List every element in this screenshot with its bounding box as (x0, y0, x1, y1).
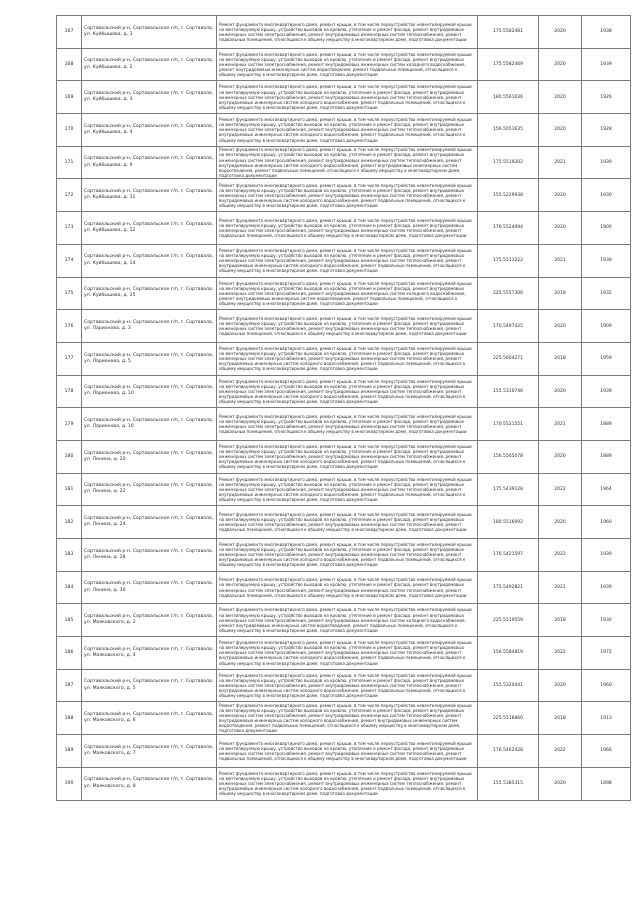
build-year-cell: 1939 (582, 539, 631, 572)
table-row (57, 506, 631, 539)
work-types-text: Ремонт фундамента многоквартирного дома, ремонт крыши, в том числе переустройство невентилируемой крыши на вентилируемую крышу, устройство выходов на кровлю, утепление и ремонт фасада, ремонт внутридомовых инженерных систем электроснабжения, ремонт внутридомовых инженерных систем теплоснабжения, ремонт подвальных помещений, относящихся к общему имуществу в многоквартирном доме, подготовка документации (219, 217, 472, 239)
registry-number-cell: 170.5521551 (478, 408, 539, 441)
work-types-cell (217, 342, 478, 375)
address-cell: Сортавальский р-н, Сортавальское г/п, г. Сортавала, ул. Ларионова, д. 16 (82, 408, 217, 441)
build-year-cell: 1938 (582, 244, 631, 277)
work-types-text: Ремонт фундамента многоквартирного дома, ремонт крыши, в том числе переустройство невентилируемой крыши на вентилируемую крышу, устройство выходов на кровлю, утепление и ремонт фасада, ремонт внутридомовых инженерных систем электроснабжения, ремонт внутридомовых инженерных систем теплоснабжения, ремонт подвальных помещений, относящихся к общему имуществу в многоквартирном доме, подготовка документации (219, 21, 472, 42)
build-year-cell: 1938 (582, 16, 631, 49)
address-cell: Сортавальский р-н, Сортавальское г/п, г. Сортавала, ул. Ленина, д. 30 (82, 571, 217, 604)
work-types-text: Ремонт фундамента многоквартирного дома, ремонт крыши, в том числе переустройство невентилируемой крыши на вентилируемую крышу, устройство выходов на кровлю, утепление и ремонт фасада, ремонт внутридомовых инженерных систем электроснабжения, ремонт внутридомовых инженерных систем теплоснабжения, ремонт внутридомовых инженерных систем холодного водоснабжения, ремонт внутридомовых инженерных систем водоотведения, ремонт подвальных помещений, относящихся к общему имуществу в многоквартирном доме, подготовка документации (219, 703, 472, 734)
build-year-cell: 1960 (582, 669, 631, 702)
table-row (57, 375, 631, 408)
work-types-cell (217, 669, 478, 702)
address-cell: Сортавальский р-н, Сортавальское г/п, г. Сортавала, ул. Ленина, д. 28 (82, 539, 217, 572)
build-year-cell: 1928 (582, 114, 631, 147)
registry-number-cell: 155.5229938 (478, 179, 539, 212)
row-number-cell: 178 (57, 375, 82, 408)
build-year-cell: 1939 (582, 375, 631, 408)
table-row (57, 408, 631, 441)
registry-number-cell: 155.5320441 (478, 669, 539, 702)
registry-number-cell: 225.5604271 (478, 342, 539, 375)
registry-number-cell: 225.5519559 (478, 604, 539, 637)
repair-year-cell: 2022 (539, 735, 582, 768)
row-number-cell: 183 (57, 539, 82, 572)
row-number-cell: 179 (57, 408, 82, 441)
build-year-cell: 1959 (582, 342, 631, 375)
registry-number-cell: 175.5492821 (478, 571, 539, 604)
address-cell: Сортавальский р-н, Сортавальское г/п, г. Сортавала, ул. Ленина, д. 22 (82, 473, 217, 506)
repair-year-cell: 2018 (539, 604, 582, 637)
work-types-text: Ремонт фундамента многоквартирного дома, ремонт крыши, в том числе переустройство невентилируемой крыши на вентилируемую крышу, устройство выходов на кровлю, утепление и ремонт фасада, ремонт внутридомовых инженерных систем электроснабжения, ремонт внутридомовых инженерных систем теплоснабжения, ремонт подвальных помещений, относящихся к общему имуществу в многоквартирном доме, подготовка документации (219, 740, 472, 762)
work-types-cell (217, 408, 478, 441)
build-year-cell: 1930 (582, 604, 631, 637)
row-number-cell: 169 (57, 81, 82, 114)
table-row (57, 473, 631, 506)
table-row (57, 702, 631, 735)
work-types-cell (217, 48, 478, 81)
work-types-text: Ремонт фундамента многоквартирного дома, ремонт крыши, в том числе переустройство невентилируемой крыши на вентилируемую крышу, устройство выходов на кровлю, утепление и ремонт фасада, ремонт внутридомовых инженерных систем электроснабжения, ремонт внутридомовых инженерных систем теплоснабжения, ремонт внутридомовых инженерных систем холодного водоснабжения, ремонт подвальных помещений, относящихся к общему имуществу в многоквартирном доме, подготовка документации (219, 378, 472, 405)
repair-year-cell: 2020 (539, 114, 582, 147)
repair-year-cell: 2018 (539, 342, 582, 375)
build-year-cell: 1900 (582, 212, 631, 245)
registry-number-cell: 176.5462428 (478, 735, 539, 768)
work-types-cell (217, 571, 478, 604)
build-year-cell: 1930 (582, 179, 631, 212)
repair-year-cell: 2020 (539, 179, 582, 212)
row-number-cell: 185 (57, 604, 82, 637)
table-row (57, 114, 631, 147)
row-number-cell: 168 (57, 48, 82, 81)
build-year-cell: 1909 (582, 310, 631, 343)
table-row (57, 16, 631, 49)
build-year-cell: 1964 (582, 473, 631, 506)
table-row (57, 604, 631, 637)
work-types-text: Ремонт фундамента многоквартирного дома, ремонт крыши, в том числе переустройство невентилируемой крыши на вентилируемую крышу, устройство выходов на кровлю, утепление и ремонт фасада, ремонт внутридомовых инженерных систем электроснабжения, ремонт внутридомовых инженерных систем теплоснабжения, ремонт внутридомовых инженерных систем холодного водоснабжения, ремонт подвальных помещений, относящихся к общему имуществу в многоквартирном доме, подготовка документации (219, 476, 472, 503)
address-cell: Сортавальский р-н, Сортавальское г/п, г. Сортавала, ул. Маяковского, д. 5 (82, 669, 217, 702)
work-types-text: Ремонт фундамента многоквартирного дома, ремонт крыши, в том числе переустройство невентилируемой крыши на вентилируемую крышу, устройство выходов на кровлю, утепление и ремонт фасада, ремонт внутридомовых инженерных систем электроснабжения, ремонт внутридомовых инженерных систем теплоснабжения, ремонт внутридомовых инженерных систем холодного водоснабжения, ремонт подвальных помещений, относящихся к общему имуществу в многоквартирном доме, подготовка документации (219, 542, 472, 568)
registry-number-cell: 176.5524094 (478, 212, 539, 245)
table-row (57, 310, 631, 343)
repair-year-cell: 2021 (539, 244, 582, 277)
work-types-text: Ремонт фундамента многоквартирного дома, ремонт крыши, в том числе переустройство невентилируемой крыши на вентилируемую крышу, устройство выходов на кровлю, утепление и ремонт фасада, ремонт внутридомовых инженерных систем электроснабжения, ремонт внутридомовых инженерных систем теплоснабжения, ремонт подвальных помещений, относящихся к общему имуществу в многоквартирном доме, подготовка документации (219, 577, 472, 598)
table-row (57, 277, 631, 310)
table-row (57, 48, 631, 81)
row-number-cell: 176 (57, 310, 82, 343)
repair-year-cell: 2018 (539, 702, 582, 735)
work-types-text: Ремонт фундамента многоквартирного дома, ремонт крыши, в том числе переустройство невентилируемой крыши на вентилируемую крышу, устройство выходов на кровлю, утепление и ремонт фасада, ремонт внутридомовых инженерных систем электроснабжения, ремонт внутридомовых инженерных систем холодного водоснабжения, ремонт внутридомовых инженерных систем водоотведения, ремонт подвальных помещений, относящихся к общему имуществу в многоквартирном доме, подготовка документации (219, 607, 472, 633)
work-types-text: Ремонт фундамента многоквартирного дома, ремонт крыши, в том числе переустройство невентилируемой крыши на вентилируемую крышу, устройство выходов на кровлю, утепление и ремонт фасада, ремонт внутридомовых инженерных систем электроснабжения, ремонт внутридомовых инженерных систем теплоснабжения, ремонт внутридомовых инженерных систем холодного водоснабжения, ремонт подвальных помещений, относящихся к общему имуществу в многоквартирном доме, подготовка документации (219, 672, 472, 699)
build-year-cell: 1932 (582, 277, 631, 310)
address-cell: Сортавальский р-н, Сортавальское г/п, г. Сортавала, ул. Куйбышева, д. 11 (82, 179, 217, 212)
work-types-text: Ремонт фундамента многоквартирного дома, ремонт крыши, в том числе переустройство невентилируемой крыши на вентилируемую крышу, устройство выходов на кровлю, утепление и ремонт фасада, ремонт внутридомовых инженерных систем электроснабжения, ремонт внутридомовых инженерных систем теплоснабжения, ремонт внутридомовых инженерных систем холодного водоснабжения, ремонт подвальных помещений, относящихся к общему имуществу в многоквартирном доме, подготовка документации (219, 444, 472, 470)
work-types-cell (217, 473, 478, 506)
work-types-cell (217, 506, 478, 539)
repair-year-cell: 2021 (539, 146, 582, 179)
table-row (57, 244, 631, 277)
address-cell: Сортавальский р-н, Сортавальское г/п, г. Сортавала, ул. Куйбышева, д. 12 (82, 212, 217, 245)
address-cell: Сортавальский р-н, Сортавальское г/п, г. Сортавала, ул. Маяковского, д. 8 (82, 767, 217, 800)
registry-number-cell: 175.5582469 (478, 48, 539, 81)
row-number-cell: 173 (57, 212, 82, 245)
registry-number-cell: 155.5310746 (478, 375, 539, 408)
registry-number-cell: 170.5497425 (478, 310, 539, 343)
repair-year-cell: 2022 (539, 473, 582, 506)
work-types-cell (217, 735, 478, 768)
row-number-cell: 184 (57, 571, 82, 604)
work-types-cell (217, 16, 478, 49)
row-number-cell: 175 (57, 277, 82, 310)
table-row (57, 146, 631, 179)
work-types-cell (217, 212, 478, 245)
work-types-text: Ремонт фундамента многоквартирного дома, ремонт крыши, в том числе переустройство невентилируемой крыши на вентилируемую крышу, устройство выходов на кровлю, утепление и ремонт фасада, ремонт внутридомовых инженерных систем электроснабжения, ремонт внутридомовых инженерных систем теплоснабжения, ремонт внутридомовых инженерных систем холодного водоснабжения, ремонт подвальных помещений, относящихся к общему имуществу в многоквартирном доме, подготовка документации (219, 84, 472, 110)
address-cell: Сортавальский р-н, Сортавальское г/п, г. Сортавала, ул. Маяковского, д. 7 (82, 735, 217, 768)
repair-year-cell: 2020 (539, 310, 582, 343)
work-types-cell (217, 767, 478, 800)
work-types-cell (217, 637, 478, 670)
work-types-cell (217, 440, 478, 473)
row-number-cell: 170 (57, 114, 82, 147)
work-types-cell (217, 244, 478, 277)
work-types-cell (217, 114, 478, 147)
address-cell: Сортавальский р-н, Сортавальское г/п, г. Сортавала, ул. Маяковского, д. 6 (82, 702, 217, 735)
work-types-text: Ремонт фундамента многоквартирного дома, ремонт крыши, в том числе переустройство невентилируемой крыши на вентилируемую крышу, устройство выходов на кровлю, утепление и ремонт фасада, ремонт внутридомовых инженерных систем электроснабжения, ремонт внутридомовых инженерных систем холодного водоснабжения, ремонт внутридомовых инженерных систем водоотведения, ремонт подвальных помещений, относящихся к общему имуществу в многоквартирном доме, подготовка документации (219, 51, 472, 78)
build-year-cell: 1966 (582, 735, 631, 768)
work-types-cell (217, 146, 478, 179)
repair-year-cell: 2020 (539, 212, 582, 245)
address-cell: Сортавальский р-н, Сортавальское г/п, г. Сортавала, ул. Маяковского, д. 2 (82, 604, 217, 637)
repair-year-cell: 2021 (539, 408, 582, 441)
address-cell: Сортавальский р-н, Сортавальское г/п, г. Сортавала, ул. Куйбышева, д. 9 (82, 146, 217, 179)
address-cell: Сортавальский р-н, Сортавальское г/п, г. Сортавала, ул. Куйбышева, д. 15 (82, 277, 217, 310)
work-types-text: Ремонт фундамента многоквартирного дома, ремонт крыши, в том числе переустройство невентилируемой крыши на вентилируемую крышу, устройство выходов на кровлю, утепление и ремонт фасада, ремонт внутридомовых инженерных систем электроснабжения, ремонт внутридомовых инженерных систем теплоснабжения, ремонт подвальных помещений, относящихся к общему имуществу в многоквартирном доме, подготовка документации (219, 413, 472, 435)
build-year-cell: 1972 (582, 637, 631, 670)
table-row (57, 669, 631, 702)
build-year-cell: 1939 (582, 48, 631, 81)
work-types-cell (217, 81, 478, 114)
repair-year-cell: 2020 (539, 16, 582, 49)
registry-number-cell: 225.5518860 (478, 702, 539, 735)
repair-year-cell: 2020 (539, 375, 582, 408)
registry-number-cell: 156.5565078 (478, 440, 539, 473)
row-number-cell: 172 (57, 179, 82, 212)
repair-year-cell: 2022 (539, 539, 582, 572)
address-cell: Сортавальский р-н, Сортавальское г/п, г. Сортавала, ул. Ларионова, д. 5 (82, 342, 217, 375)
repair-year-cell: 2020 (539, 669, 582, 702)
table-row (57, 539, 631, 572)
work-types-text: Ремонт фундамента многоквартирного дома, ремонт крыши, в том числе переустройство невентилируемой крыши на вентилируемую крышу, устройство выходов на кровлю, утепление и ремонт фасада, ремонт внутридомовых инженерных систем электроснабжения, ремонт внутридомовых инженерных систем теплоснабжения, ремонт внутридомовых инженерных систем холодного водоснабжения, ремонт подвальных помещений, относящихся к общему имуществу в многоквартирном доме, подготовка документации (219, 117, 472, 143)
table-row (57, 637, 631, 670)
row-number-cell: 177 (57, 342, 82, 375)
registry-number-cell: 176.5421597 (478, 539, 539, 572)
registry-number-cell: 175.5513222 (478, 244, 539, 277)
repair-year-cell: 2022 (539, 637, 582, 670)
build-year-cell: 1889 (582, 408, 631, 441)
build-year-cell: 1960 (582, 506, 631, 539)
work-types-cell (217, 539, 478, 572)
row-number-cell: 174 (57, 244, 82, 277)
work-types-cell (217, 604, 478, 637)
table-row (57, 212, 631, 245)
table-row (57, 571, 631, 604)
registry-number-cell: 225.5557306 (478, 277, 539, 310)
repair-year-cell: 2020 (539, 506, 582, 539)
build-year-cell: 1889 (582, 440, 631, 473)
row-number-cell: 190 (57, 767, 82, 800)
row-number-cell: 182 (57, 506, 82, 539)
row-number-cell: 188 (57, 702, 82, 735)
table-row (57, 81, 631, 114)
build-year-cell: 1898 (582, 767, 631, 800)
address-cell: Сортавальский р-н, Сортавальское г/п, г. Сортавала, ул. Ларионова, д. 3 (82, 310, 217, 343)
work-types-cell (217, 310, 478, 343)
registry-number-cell: 180.5561036 (478, 81, 539, 114)
address-cell: Сортавальский р-н, Сортавальское г/п, г. Сортавала, ул. Маяковского, д. 4 (82, 637, 217, 670)
registry-number-cell: 175.5439128 (478, 473, 539, 506)
work-types-cell (217, 277, 478, 310)
table-row (57, 342, 631, 375)
registry-number-cell: 156.5584819 (478, 637, 539, 670)
address-cell: Сортавальский р-н, Сортавальское г/п, г. Сортавала, ул. Куйбышева, д. 1 (82, 16, 217, 49)
work-types-text: Ремонт фундамента многоквартирного дома, ремонт крыши, в том числе переустройство невентилируемой крыши на вентилируемую крышу, устройство выходов на кровлю, утепление и ремонт фасада, ремонт внутридомовых инженерных систем электроснабжения, ремонт внутридомовых инженерных систем теплоснабжения, ремонт внутридомовых инженерных систем холодного водоснабжения, ремонт внутридомовых инженерных систем водоотведения, ремонт подвальных помещений, относящихся к общему имуществу в многоквартирном доме, подготовка документации (219, 147, 472, 178)
repair-year-cell: 2020 (539, 440, 582, 473)
address-cell: Сортавальский р-н, Сортавальское г/п, г. Сортавала, ул. Куйбышева, д. 3 (82, 81, 217, 114)
row-number-cell: 189 (57, 735, 82, 768)
work-types-text: Ремонт фундамента многоквартирного дома, ремонт крыши, в том числе переустройство невентилируемой крыши на вентилируемую крышу, устройство выходов на кровлю, утепление и ремонт фасада, ремонт внутридомовых инженерных систем электроснабжения, ремонт внутридомовых инженерных систем теплоснабжения, ремонт внутридомовых инженерных систем холодного водоснабжения, ремонт подвальных помещений, относящихся к общему имуществу в многоквартирном доме, подготовка документации (219, 345, 472, 372)
table-row (57, 179, 631, 212)
row-number-cell: 171 (57, 146, 82, 179)
repair-year-cell: 2020 (539, 81, 582, 114)
table-row (57, 735, 631, 768)
work-types-text: Ремонт фундамента многоквартирного дома, ремонт крыши, в том числе переустройство невентилируемой крыши на вентилируемую крышу, устройство выходов на кровлю, утепление и ремонт фасада, ремонт внутридомовых инженерных систем электроснабжения, ремонт внутридомовых инженерных систем теплоснабжения, ремонт внутридомовых инженерных систем холодного водоснабжения, ремонт подвальных помещений, относящихся к общему имуществу в многоквартирном доме, подготовка документации (219, 770, 472, 797)
build-year-cell: 1926 (582, 81, 631, 114)
row-number-cell: 167 (57, 16, 82, 49)
table-row (57, 767, 631, 800)
work-types-text: Ремонт фундамента многоквартирного дома, ремонт крыши, в том числе переустройство невентилируемой крыши на вентилируемую крышу, устройство выходов на кровлю, утепление и ремонт фасада, ремонт внутридомовых инженерных систем электроснабжения, ремонт внутридомовых инженерных систем теплоснабжения, ремонт внутридомовых инженерных систем холодного водоснабжения, ремонт подвальных помещений, относящихся к общему имуществу в многоквартирном доме, подготовка документации (219, 640, 472, 666)
row-number-cell: 187 (57, 669, 82, 702)
work-types-text: Ремонт фундамента многоквартирного дома, ремонт крыши, в том числе переустройство невентилируемой крыши на вентилируемую крышу, устройство выходов на кровлю, утепление и ремонт фасада, ремонт внутридомовых инженерных систем электроснабжения, ремонт внутридомовых инженерных систем теплоснабжения, ремонт внутридомовых инженерных систем холодного водоснабжения, ремонт подвальных помещений, относящихся к общему имуществу в многоквартирном доме, подготовка документации (219, 182, 472, 208)
row-number-cell: 181 (57, 473, 82, 506)
address-cell: Сортавальский р-н, Сортавальское г/п, г. Сортавала, ул. Куйбышева, д. 2 (82, 48, 217, 81)
table-body (57, 16, 631, 801)
registry-number-cell: 156.5051635 (478, 114, 539, 147)
address-cell: Сортавальский р-н, Сортавальское г/п, г. Сортавала, ул. Ларионова, д. 10 (82, 375, 217, 408)
work-types-cell (217, 375, 478, 408)
work-types-text: Ремонт фундамента многоквартирного дома, ремонт крыши, в том числе переустройство невентилируемой крыши на вентилируемую крышу, устройство выходов на кровлю, утепление и ремонт фасада, ремонт внутридомовых инженерных систем электроснабжения, ремонт внутридомовых инженерных систем теплоснабжения, ремонт внутридомовых инженерных систем холодного водоснабжения, ремонт подвальных помещений, относящихся к общему имуществу в многоквартирном доме, подготовка документации (219, 247, 472, 274)
build-year-cell: 1939 (582, 571, 631, 604)
registry-number-cell: 175.5519202 (478, 146, 539, 179)
work-types-cell (217, 179, 478, 212)
repair-year-cell: 2018 (539, 277, 582, 310)
repair-year-cell: 2020 (539, 48, 582, 81)
address-cell: Сортавальский р-н, Сортавальское г/п, г. Сортавала, ул. Ленина, д. 20 (82, 440, 217, 473)
registry-number-cell: 175.5582481 (478, 16, 539, 49)
registry-number-cell: 180.5516092 (478, 506, 539, 539)
build-year-cell: 1913 (582, 702, 631, 735)
row-number-cell: 180 (57, 440, 82, 473)
repair-year-cell: 2021 (539, 571, 582, 604)
registry-number-cell: 155.5385315 (478, 767, 539, 800)
build-year-cell: 1939 (582, 146, 631, 179)
address-cell: Сортавальский р-н, Сортавальское г/п, г. Сортавала, ул. Куйбышева, д. 4 (82, 114, 217, 147)
work-types-text: Ремонт фундамента многоквартирного дома, ремонт крыши, в том числе переустройство невентилируемой крыши на вентилируемую крышу, устройство выходов на кровлю, утепление и ремонт фасада, ремонт внутридомовых инженерных систем электроснабжения, ремонт внутридомовых инженерных систем теплоснабжения, ремонт подвальных помещений, относящихся к общему имуществу в многоквартирном доме, подготовка документации (219, 511, 472, 533)
table-row (57, 440, 631, 473)
work-types-text: Ремонт фундамента многоквартирного дома, ремонт крыши, в том числе переустройство невентилируемой крыши на вентилируемую крышу, устройство выходов на кровлю, утепление и ремонт фасада, ремонт внутридомовых инженерных систем электроснабжения, ремонт внутридомовых инженерных систем теплоснабжения, ремонт подвальных помещений, относящихся к общему имуществу в многоквартирном доме, подготовка документации (219, 315, 472, 337)
address-cell: Сортавальский р-н, Сортавальское г/п, г. Сортавала, ул. Куйбышева, д. 14 (82, 244, 217, 277)
work-types-text: Ремонт фундамента многоквартирного дома, ремонт крыши, в том числе переустройство невентилируемой крыши на вентилируемую крышу, устройство выходов на кровлю, утепление и ремонт фасада, ремонт внутридомовых инженерных систем электроснабжения, ремонт внутридомовых инженерных систем холодного водоснабжения, ремонт внутридомовых инженерных систем водоотведения, ремонт подвальных помещений, относящихся к общему имуществу в многоквартирном доме, подготовка документации (219, 280, 472, 306)
row-number-cell: 186 (57, 637, 82, 670)
address-cell: Сортавальский р-н, Сортавальское г/п, г. Сортавала, ул. Ленина, д. 24 (82, 506, 217, 539)
capital-repair-table (56, 15, 631, 801)
repair-year-cell: 2020 (539, 767, 582, 800)
work-types-cell (217, 702, 478, 735)
